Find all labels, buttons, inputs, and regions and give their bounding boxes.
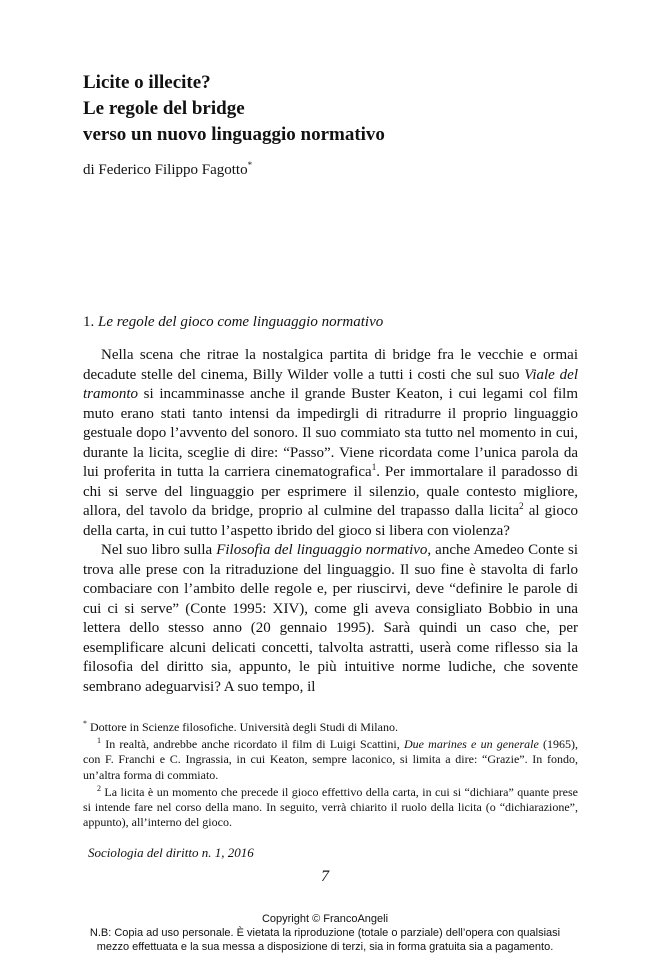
book-title: Filosofia del linguaggio normativo — [216, 542, 428, 558]
footnote-2 — [83, 785, 578, 831]
p1-text-d: al gioco della carta, in cui tutto l’aspetto ibrido del gioco si libera con violenza? — [83, 503, 579, 539]
p2-text-a: Nel suo libro sulla — [101, 542, 217, 558]
journal-citation: Sociologia del diritto n. 1, 2016 — [88, 845, 254, 860]
copyright-line-3: mezzo effettuata e la sua messa a disposizione di terzi, sia in forma gratuita sia a pagamento. — [96, 941, 554, 953]
footnotes — [83, 720, 578, 832]
body-text — [83, 346, 578, 697]
author-footnote-mark[interactable]: * — [247, 160, 253, 170]
title-line-3: verso un nuovo linguaggio normativo — [83, 124, 385, 145]
footnote-1-text-b: (1965), con F. Franchi e C. Ingrassia, in cui Keaton, sempre laconico, si limita a dire: “Grazie”. In fondo, un’altra forma di commiato. — [83, 737, 579, 782]
footnote-2-text: La licita è un momento che precede il gioco effettivo della carta, in cui si “dichiara” quante prese si intende fare nel corso della mano. In seguito, verrà chiarito il ruolo della licita (o “dichiarazione”, appunto), all’interno del gioco. — [83, 784, 578, 830]
title-line-2: Le regole del bridge — [83, 98, 245, 119]
paragraph-1 — [83, 346, 578, 541]
footnote-star-mark: * — [83, 719, 87, 728]
p1-text-a: Nella scena che ritrae la nostalgica partita di bridge fra le vecchie e ormai decadute stelle del cinema, Billy Wilder volle a tutti i costi che sul suo — [83, 347, 578, 383]
section-number: 1. — [83, 314, 95, 330]
author-name: di Federico Filippo Fagotto — [83, 162, 248, 178]
footnote-1-film-title: Due marines e un generale — [403, 737, 539, 752]
copyright-notice — [0, 912, 650, 954]
footnote-ref-2[interactable]: 2 — [519, 501, 524, 511]
footnote-1 — [83, 737, 578, 783]
footnote-ref-1[interactable]: 1 — [371, 462, 377, 472]
p2-text-b: , anche Amedeo Conte si trova alle prese con la ritraduzione del linguaggio. Il suo fine è stavolta di farlo combaciare con l’ambito delle regole e, per riuscirvi, deve “definire le parole di cui ci si serve” (Conte 1995: XIV), come gli aveva consigliato Bobbio in una lettera dello stesso anno (20 gennaio 1995). Sarà quindi un caso che, per esemplificare alcuni delicati concetti, talvolta astratti, userà come riflesso sia la filosofia del diritto sia, appunto, le più intuitive norme ludiche, che sovente sembrano adeguarvisi? A suo tempo, il — [83, 542, 578, 695]
section-title: Le regole del gioco come linguaggio normativo — [98, 314, 384, 330]
p1-text-c: . Per immortalare il paradosso di chi si serve del linguaggio per esprimere il silenzio, quale contesto migliore, allora, del tavolo da bridge, proprio al culmine del trapasso dalla licita — [83, 464, 578, 519]
section-heading — [83, 314, 383, 331]
copyright-line-2: N.B: Copia ad uso personale. È vietata la riproduzione (totale o parziale) dell’opera con qualsiasi — [89, 927, 561, 939]
film-title: Viale del tramonto — [83, 366, 578, 402]
footnote-1-mark: 1 — [97, 736, 101, 746]
title-line-1: Licite o illecite? — [83, 72, 211, 93]
paragraph-2 — [83, 541, 578, 697]
page-number: 7 — [321, 868, 329, 885]
footnote-2-mark: 2 — [97, 783, 101, 793]
footnote-star-text: Dottore in Scienze filosofiche. Università degli Studi di Milano. — [87, 720, 398, 734]
article-title — [83, 70, 563, 148]
copyright-line-1: Copyright © FrancoAngeli — [261, 913, 389, 925]
footnote-star — [83, 720, 578, 735]
author-byline — [83, 160, 252, 179]
p1-text-b: si incamminasse anche il grande Buster Keaton, i cui legami col film muto erano stati tanto intensi da impedirgli di ritradurre il proprio linguaggio gestuale dopo l’avvento del sonoro. Il suo commiato sta tutto nel momento in cui, durante la licita, sceglie di dire: “Passo”. Viene ricordata come l’unica parola da lui proferita in tutta la carriera cinematografica — [83, 386, 578, 480]
footnote-1-text-a: In realtà, andrebbe anche ricordato il film di Luigi Scattini, — [101, 737, 404, 752]
